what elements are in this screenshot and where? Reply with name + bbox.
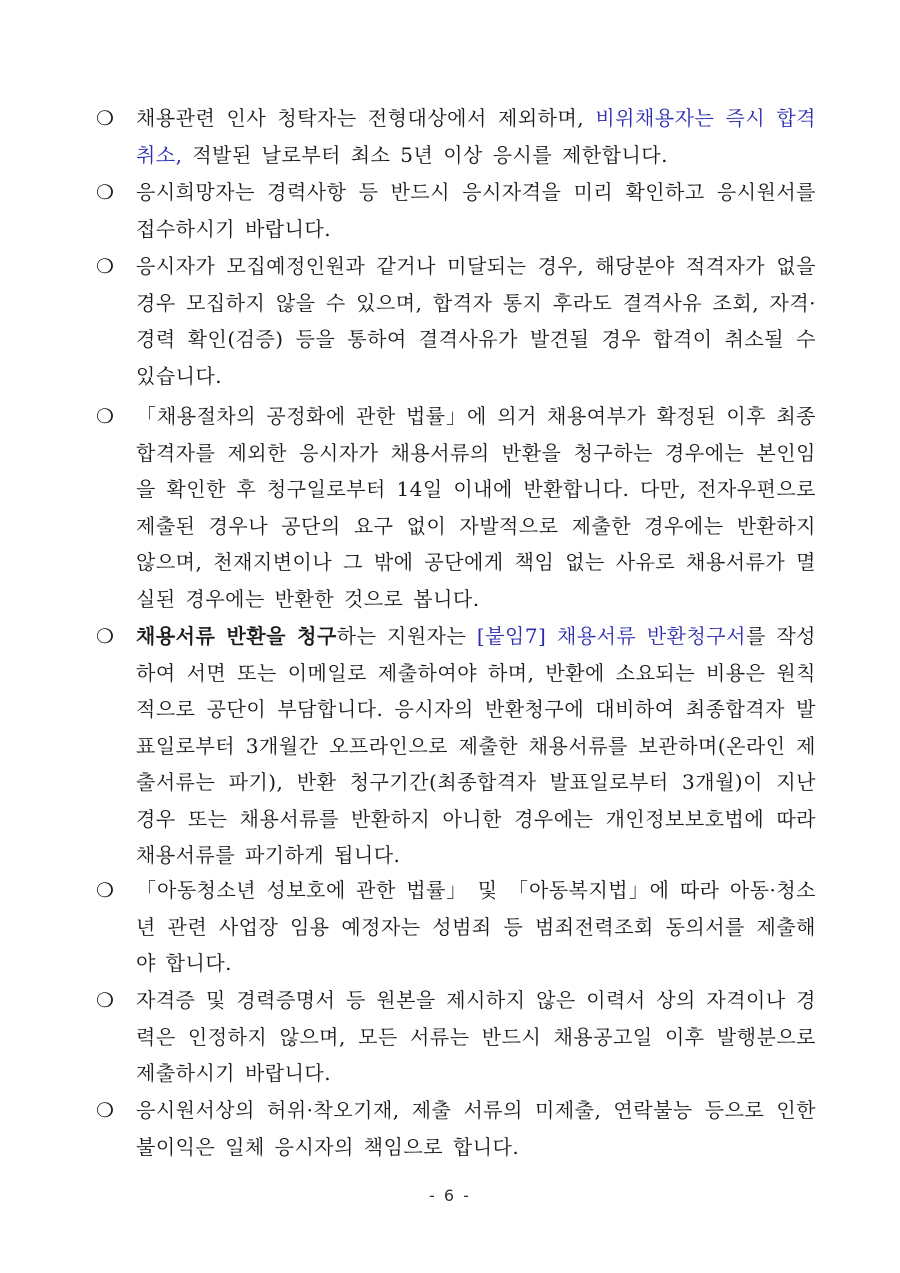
notice-item-6 [96,872,816,982]
bullet-icon: ❍ [96,624,114,648]
notice-text: 「채용절차의 공정화에 관한 법률」에 의거 채용여부가 확정된 이후 최종합격자를 제외한 응시자가 채용서류의 반환을 청구하는 경우에는 본인임을 확인한 후 청구일로부터 14일 이내에 반환합니다. 다만, 전자우편으로 제출된 경우나 공단의 요구 없이 자발적으로 제출한 경우에는 반환하지 않으며, 천재지변이나 그 밖에 공단에게 책임 없는 사유로 채용서류가 멸실된 경우에는 반환한 것으로 봅니다. [136,404,816,611]
bullet-icon: ❍ [96,1098,114,1122]
bullet-icon: ❍ [96,878,114,902]
notice-text: 응시원서상의 허위·착오기재, 제출 서류의 미제출, 연락불능 등으로 인한 불이익은 일체 응시자의 책임으로 합니다. [136,1098,816,1159]
notice-item-1 [96,100,816,173]
text-span: 를 작성하여 서면 또는 이메일로 제출하여야 하며, 반환에 소요되는 비용은 원칙적으로 공단이 부담합니다. 응시자의 반환청구에 대비하여 최종합격자 발표일로부터 3개월간 오프라인으로 제출한 채용서류를 보관하며(온라인 제출서류는 파기), 반환 청구기간(최종합격자 발표일로부터 3개월)이 지난 경우 또는 채용서류를 반환하지 아니한 경우에는 개인정보보호법에 따라 채용서류를 파기하게 됩니다. [136,624,816,867]
attachment-link-text: [붙임7] 채용서류 반환청구서 [476,624,746,648]
notice-text: 응시자가 모집예정인원과 같거나 미달되는 경우, 해당분야 적격자가 없을 경우 모집하지 않을 수 있으며, 합격자 통지 후라도 결격사유 조회, 자격·경력 확인(검증) 등을 통하여 결격사유가 발견될 경우 합격이 취소될 수 있습니다. [136,254,816,388]
text-span: 하는 지원자는 [336,624,477,648]
bullet-icon: ❍ [96,254,114,278]
notice-text: 응시희망자는 경력사항 등 반드시 응시자격을 미리 확인하고 응시원서를 접수하시기 바랍니다. [136,180,816,241]
notice-item-8 [96,1092,816,1165]
highlight-text: 비위채용자는 즉시 합격취소, [136,106,816,167]
bullet-icon: ❍ [96,404,114,428]
page-number: - 6 - [429,1186,471,1205]
notice-item-7 [96,982,816,1092]
notice-text: 자격증 및 경력증명서 등 원본을 제시하지 않은 이력서 상의 자격이나 경력은 인정하지 않으며, 모든 서류는 반드시 채용공고일 이후 발행분으로 제출하시기 바랍니다. [136,988,816,1085]
notice-item-3 [96,248,816,394]
bullet-icon: ❍ [96,106,114,130]
bold-text: 채용서류 반환을 청구 [136,624,337,648]
notice-item-5 [96,618,816,874]
text-span: 채용관련 인사 청탁자는 전형대상에서 제외하며, [136,106,596,130]
notice-text: 「아동청소년 성보호에 관한 법률」 및 「아동복지법」에 따라 아동·청소년 관련 사업장 임용 예정자는 성범죄 등 범죄전력조회 동의서를 제출해야 합니다. [136,878,816,975]
bullet-icon: ❍ [96,180,114,204]
notice-text [136,100,816,173]
notice-item-2 [96,174,816,247]
text-span: 적발된 날로부터 최소 5년 이상 응시를 제한합니다. [182,142,668,167]
notice-item-4 [96,398,816,617]
notice-text [136,618,816,874]
bullet-icon: ❍ [96,988,114,1012]
